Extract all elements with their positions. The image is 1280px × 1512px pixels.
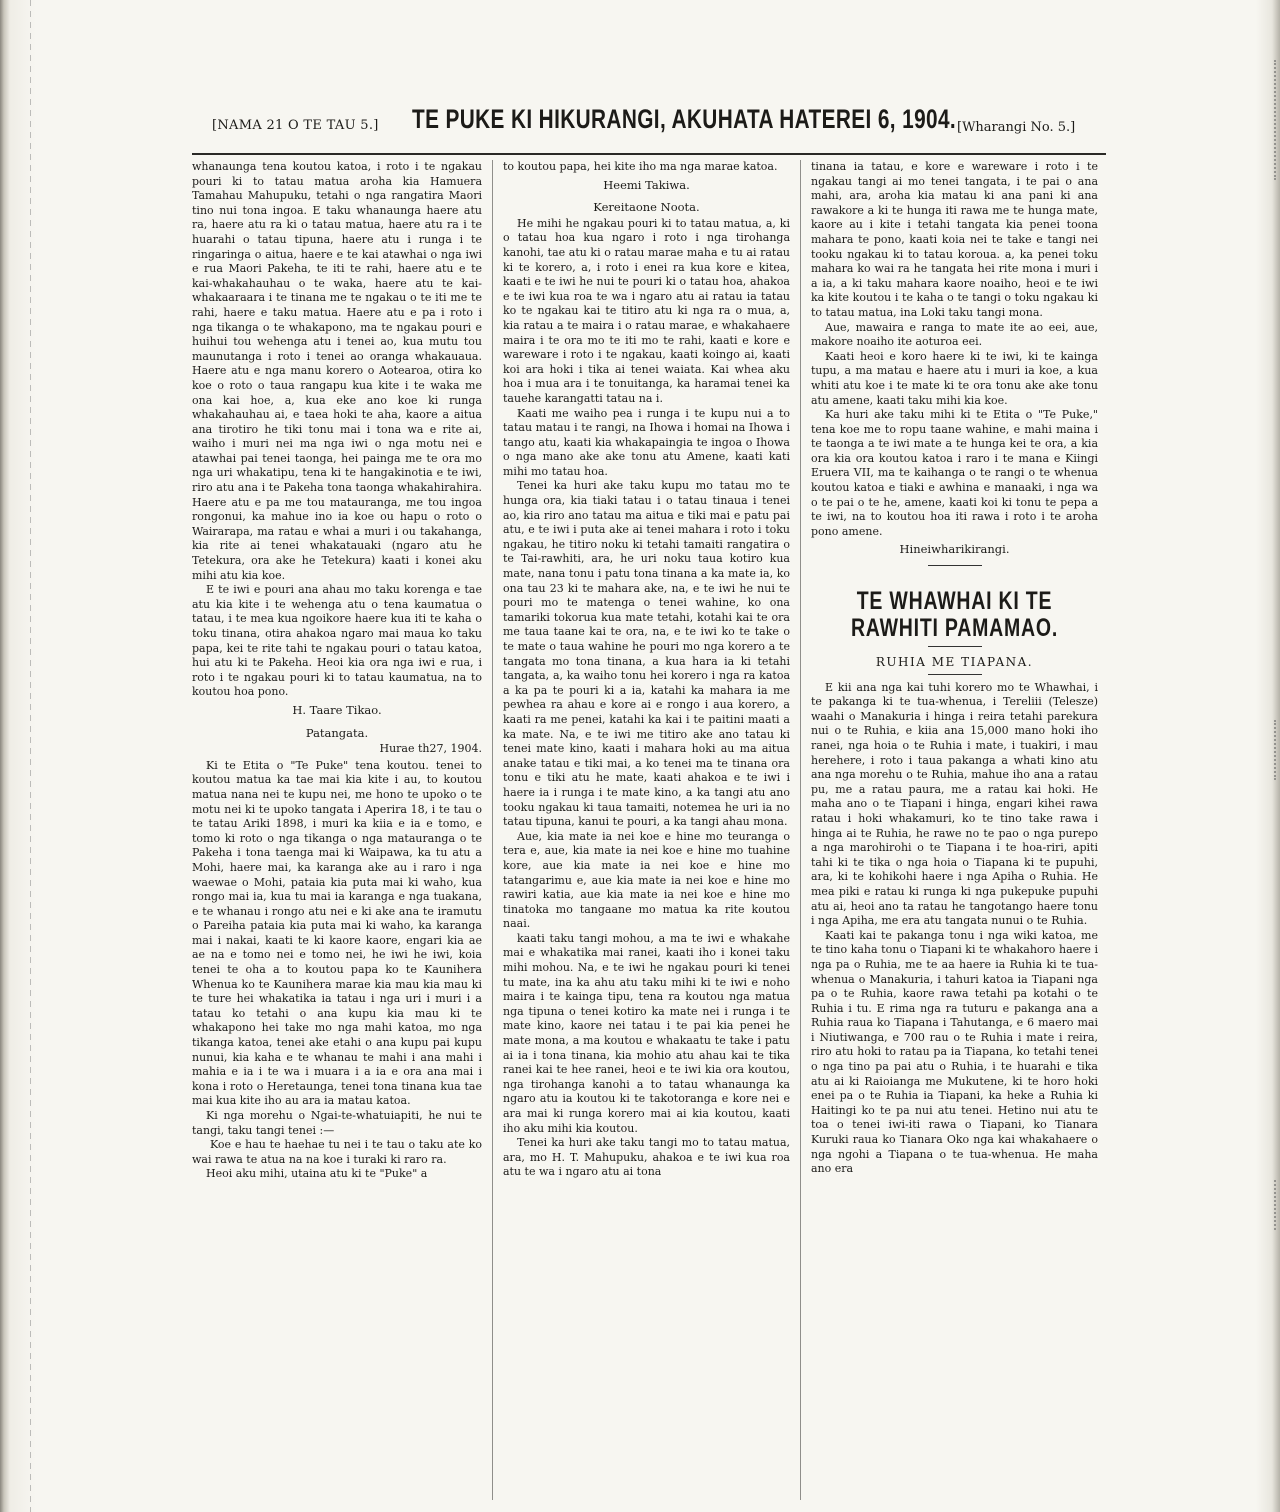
- dateline: Hurae th27, 1904.: [379, 742, 482, 756]
- paragraph: E te iwi e pouri ana ahau mo taku korenga e tae atu kia kite i te wehenga atu o tena kaumatua o tatau, i te mea kua ngoikore haere kua iti te kaha o toku tinana, otira ahakoa ngaro mai maua ko taku papa, kei te rite tahi te ngakau pouri o tatau katoa, hui atu ki te Pakeha. Heoi kia ora nga iwi e rua, i roto i te ngakau pouri ki to tatau kaumatua, na to koutou hoa pono.: [192, 583, 482, 699]
- signature: H. Taare Tikao.: [292, 702, 382, 717]
- paragraph: Kaati kai te pakanga tonu i nga wiki katoa, me te tino kaha tonu o Tiapani ki te whakahoro haere i nga pa o Ruhia, me te aa haere ia Ruhia ki te tua-whenua o Manakuria, i tahuri katoa ia Tiapani nga pa o te Ruhia, kaore rawa tetahi pa kotahi o te Ruhia i tu. E rima nga ra tuturu e pakanga ana a Ruhia raua ko Tiapana i Tahutanga, e 6 maero mai i Niutiwanga, e 700 rau o te Ruhia i mate i reira, riro atu hoki to ratau pa ia Tiapana, ko tetahi tenei o nga tino pa pai atu o Ruhia, i te huarahi e tika atu ai ki Raioianga me Mukutene, ki te horo hoki enei pa o te Ruhia ia Tiapani, ka heke a Ruhia ki Haitingi ko te pa nui atu tenei. Hetino nui atu te toa o tenei iwi-iti rawa o Tiapani, ko Tianara Kuruki raua ko Tianara Oko nga kai whakahaere o nga ngohi a Tiapana o te tua-whenua. He maha ano era: [811, 928, 1098, 1176]
- paragraph: Tenei ka huri ake taku tangi mo to tatau matua, ara, mo H. T. Mahupuku, ahakoa e te iwi kua roa atu te wa i ngaro atu ai tona: [503, 1136, 790, 1179]
- paragraph: Ki nga morehu o Ngai-te-whatuiapiti, he nui te tangi, taku tangi tenei :—: [192, 1109, 482, 1137]
- paragraph: Aue, kia mate ia nei koe e hine mo teuranga o tera e, aue, kia mate ia nei koe e hine mo tuahine kore, aue kia mate ia nei koe e hine mo tatangarimu e, aue kia mate ia nei koe e hine mo rawiri katia, aue kia mate ia nei koe e hine mo tinatoka mo tangaane mo matua ka rite koutou naai.: [503, 829, 790, 931]
- paragraph: Heoi aku mihi, utaina atu ki te "Puke" a: [206, 1167, 428, 1181]
- paragraph: Ka huri ake taku mihi ki te Etita o "Te Puke," tena koe me to ropu taane wahine, e mahi maina i te taonga a te iwi mate a te hunga kei te ora, a kia ora kia ora koutou katoa i raro i te mana e Kiingi Eruera VII, ma te kaihanga o te rangi o te whenua koutou katoa e tiaki e awhina e manaaki, i nga wa o te pai o te he, amene, kaati koi ki tonu te pepa a te iwi, na to koutou hoa iti rawa i roto i te aroha pono amene.: [811, 408, 1098, 538]
- article-title: TE WHAWHAI KI TE RAWHITI PAMAMAO.: [850, 587, 1059, 643]
- article-subtitle: RUHIA ME TIAPANA.: [875, 655, 1034, 670]
- column-divider: [800, 160, 801, 1500]
- paragraph: tinana ia tatau, e kore e wareware i roto i te ngakau tangi ai mo tenei tangata, i te pai o ana mahi, ara, aroha kia matau ki ana pani ki ana rawakore a ki te hunga iti rawa me te hunga mate, kaore au i kite i tetahi tangata kia penei toona mahara te pono, kaati koia nei te take e tangi nei tooku ngakau ki to tatau koroua. a, ka penei toku mahara ko wai ra he tangata hei rite mona i muri i a ia, a ki taku mahara kaore noaiho, heoi e te iwi ka kite koutou i te kaha o te tangi o toku ngakau ki to tatau matua, ina Loki taku tangi mona.: [811, 160, 1098, 319]
- letter-heading: Patangata.: [305, 725, 369, 740]
- paragraph: E kii ana nga kai tuhi korero mo te Whawhai, i te pakanga ki te tua-whenua, i Tereliii (Telesze) waahi o Manakuria i hinga i reira tetahi parekura nui o te Ruhia, e kiia ana 15,000 mano hoki iho ranei, nga hoia o te Ruhia i mate, i tuakiri, i mau herehere, i roto i taua pakanga a whati kino atu ana nga morehu o te Ruhia, mahue iho ana a ratau pu, me a ratau paura, me a ratau kai hoki. He maha ano o te Tiapani i hinga, engari kihei rawa ratau i hoki whakamuri, ko te tino take rawa i hinga ai te Ruhia, he rawe no te pao o nga purepo a nga marohirohi o te Tiapana i te hoa-riri, apiti tahi ki te tika o nga hoia o Tiapana ki te pupuhi, ara, ki te kohikohi haere i nga Apiha o Ruhia. He mea piki e ratau ki runga ki nga pukepuke pupuhi atu ai, heoi ano ta ratau he tangotango haere tonu i nga Apiha, me era atu tangata nunui o te Ruhia.: [811, 680, 1098, 928]
- paragraph: kaati taku tangi mohou, a ma te iwi e whakahe mai e whakatika mai ranei, kaati iho i konei taku mihi mohou. Na, e te iwi he ngakau pouri ki tenei tu mate, ina ka ahu atu taku mihi ki te iwi e noho maira i te kainga tipu, tena ra koutou nga matua nga tipuna o tenei kotiro ka mate nei i runga i te mate kino, kaore nei tatau i te pai kia penei he mate mona, a ma koutou e whakaatu te take i patu ai ia i tona tinana, kia mohio atu ahau kai te tika ranei kai te hee ranei, heoi e te iwi kia ora koutou, nga tirohanga kanohi a to tatau whanaunga ka ngaro atu ia koutou ki te takotoranga e kore nei e ara mai ki runga korero mai ai kia koutou, kaati iho aku mihi kia koutou.: [503, 931, 790, 1135]
- scanned-page-left-edge: [0, 0, 36, 1512]
- section-rule: [928, 674, 982, 675]
- column-divider: [492, 160, 493, 1500]
- paragraph: whanaunga tena koutou katoa, i roto i te ngakau pouri ki to tatau matua aroha kia Hamuera Tamahau Mahupuku, tetahi o nga rangatira Maori tino nui tona ingoa. E taku whanaunga haere atu ra, haere atu ra ki o tatau matua, haere atu ra i te huarahi o tatau tipuna, haere atu i runga i te ringaringa o aitua, haere e te kai atawhai o nga iwi e rua Maori Pakeha, te iti te rahi, haere atu e te kai-whakahauhau o te waka, haere atu te kai-whakaaraara i te tinana me te ngakau o te iti me te rahi, haere e taku matua. Haere atu e pa i roto i nga tikanga o te whakapono, ma te ngakau pouri e huihui tou wehenga atu i tenei ao, kua mutu tou maunutanga i roto i tenei ao oranga whakauaua. Haere atu e nga manu korero o Aotearoa, otira ko koe o roto o taua rangapu kua kite i te waka me ona kai hoe, a, kua eke ano koe ki runga whakahauhau ai, e taea hoki te aha, kaore a aitua ana tirotiro he tiki tonu mai i tona wa e rite ai, waiho i muri nei ma nga iwi o nga motu nei e atawhai pai tenei taonga, hei painga me te ora mo nga uri whakatipu, tena ki te hangakinotia e te iwi, riro atu ana i te Pakeha tona taonga whakahirahira. Haere atu e pa me tou matauranga, me tou ingoa rongonui, ka mahue ino ia koe ou hapu o roto o Wairarapa, ma ratau e whai a muri i ou takahanga, kia rite ai tenei whakatauaki (ngaro atu he Tetekura, ora ake he Tetekura) kaati i konei aku mihi atu kia koe.: [192, 160, 482, 582]
- column-3: [811, 160, 1098, 1177]
- section-rule: [928, 565, 982, 566]
- page-header: [200, 104, 1120, 156]
- paragraph: to koutou papa, hei kite iho ma nga marae katoa.: [503, 160, 778, 173]
- section-rule: [928, 646, 982, 647]
- column-2: [503, 160, 790, 1180]
- column-1: [192, 160, 482, 1182]
- lament-verse: Koe e hau te haehae tu nei i te tau o taku ate ko wai rawa te atua na na koe i turaki ki raro ra.: [192, 1138, 482, 1166]
- scanned-page-right-edge: [1256, 0, 1280, 1512]
- paragraph: He mihi he ngakau pouri ki to tatau matua, a, ki o tatau hoa kua ngaro i roto i nga tirohanga kanohi, tae atu ki o ratau marae maha e tu ai ratau ki te korero, a, i roto i enei ra kua kore e kitea, kaati e te iwi he nui te pouri ki o tatau hoa, ahakoa e te iwi kua roa te wa i ngaro atu ai ratau ia tatau ko te ngakau kai te titiro atu ki nga ra o mua, a, kia ratau a te maira i o ratau marae, e whakahaere maira i te ora mo te iti mo te rahi, kaati e kore e wareware i roto i te ngakau, kaati koingo ai, kaati koi ara hoki i tika ai tenei waiata. Kai whea aku hoa i mua ara i te tonuitanga, ka haramai tenei ka tauehe karangatti tatau na i.: [503, 216, 790, 405]
- paragraph: Aue, mawaira e ranga to mate ite ao eei, aue, makore noaiho ite aoturoa eei.: [811, 320, 1098, 349]
- paragraph: Kaati heoi e koro haere ki te iwi, ki te kainga tupu, a ma matau e haere atu i muri ia koe, a kua whiti atu koe i te mate ki te ora tonu ake ake tonu atu amene, kaati taku mihi kia koe.: [811, 349, 1098, 407]
- paragraph: Kaati me waiho pea i runga i te kupu nui a to tatau matau i te rangi, na Ihowa i homai na Ihowa i tango atu, kaati kia whakapaingia te ingoa o Ihowa o nga mano ake ake tonu atu Amene, kaati kati mihi mo tatau hoa.: [503, 406, 790, 478]
- masthead-title: TE PUKE KI HIKURANGI, AKUHATA HATEREI 6, 1904.: [412, 104, 957, 134]
- header-rule: [192, 153, 1106, 155]
- issue-number: [NAMA 21 O TE TAU 5.]: [212, 118, 379, 133]
- paragraph: Ki te Etita o "Te Puke" tena koutou. tenei to koutou matua ka tae mai kia kite i au, to koutou matua nana nei te kupu nei, me hono te upoko o te motu nei ki te upoko tangata i Aperira 18, i te tau o te tatau Ariki 1898, i muri ka kiia e ia e tomo, e tomo ki roto o nga tikanga o nga matauranga o te Pakeha i tona taenga mai ki Waipawa, ka tu atu a Mohi, haere mai, ka karanga ake au i raro i nga waewae o Mohi, pataia kia puta mai ki waho, kua rongo mai ia, kua tu mai ia karanga e nga tuakana, e te whanau i rongo atu nei e ki ake ana te iramutu o Pareiha pataia kia puta mai ki waho, ka karanga mai i nakai, kaati te ki kaore kaore, engari kia ae ae na e tomo nei e tomo nei, he iwi he iwi, koia tenei te oha a to koutou papa ko te Kaunihera Whenua ko te Kaunihera marae kia mau kia mau ki te ture hei whakatika ia tatau i nga uri i muri i a tatau ko tetahi o ana kupu kia mau ki te whakapono hei take mo nga mahi katoa, mo nga tikanga katoa, tenei ake etahi o ana kupu pai kupu nunui, kia kaha e te whanau te mahi i ana mahi i mahia e ia i te wa i muara i a ia e ora ana mai i kona i roto o Heretaunga, tenei tona tinana kua tae mai kua kite iho au ara ia matau katoa.: [192, 758, 482, 1108]
- paragraph: Tenei ka huri ake taku kupu mo tatau mo te hunga ora, kia tiaki tatau i o tatau tinaua i tenei ao, kia riro ano tatau ma aitua e tiki mai e patu pai atu, e te iwi i puta ake ai tenei mahara i roto i toku ngakau, he titiro noku ki tetahi tamaiti rangatira o te Tai-rawhiti, ara, he uri noku taua kotiro kua mate, nana tonu i patu tona tinana a ka mate ia, ko ona tau 23 ki te mahara ake, na, e te iwi he nui te pouri mo te matenga o tenei wahine, ko ona tamariki tokorua kua mate tetahi, kotahi kai te ora me taua taane kai te ora, na, e te iwi ko te take o te mate o taua wahine he pouri mo nga korero a te tangata mo tona tinana, a kua hara ia ki tetahi tangata, a, ka waiho tonu hei korero i nga ra katoa a ka pa te pouri ki a ia, katahi ka mahara ia me pewhea ra ahau e kore ai e rongo i aua korero, a kaati ra me penei, katahi ka kai i te paitini maati a ka mate. Na, e te iwi me titiro ake ano tatau ki tenei mate kino, kaati i mahara hoki au ma aitua anake tatau e tiki mai, a ko tenei ma te tinana ora tonu e tiki atu he mate, kaati ahakoa e te iwi i haere ia i runga i te mate kino, a ka tangi atu ano tooku ngakau ki taua tamaiti, notemea he uri ia no tatau tipuna, kanui te pouri, a ka tangi ahau mona.: [503, 479, 790, 829]
- page-number: [Wharangi No. 5.]: [957, 120, 1076, 135]
- signature: Heemi Takiwa.: [603, 177, 690, 192]
- letter-heading: Kereitaone Noota.: [593, 200, 700, 215]
- signature: Hineiwharikirangi.: [899, 542, 1010, 557]
